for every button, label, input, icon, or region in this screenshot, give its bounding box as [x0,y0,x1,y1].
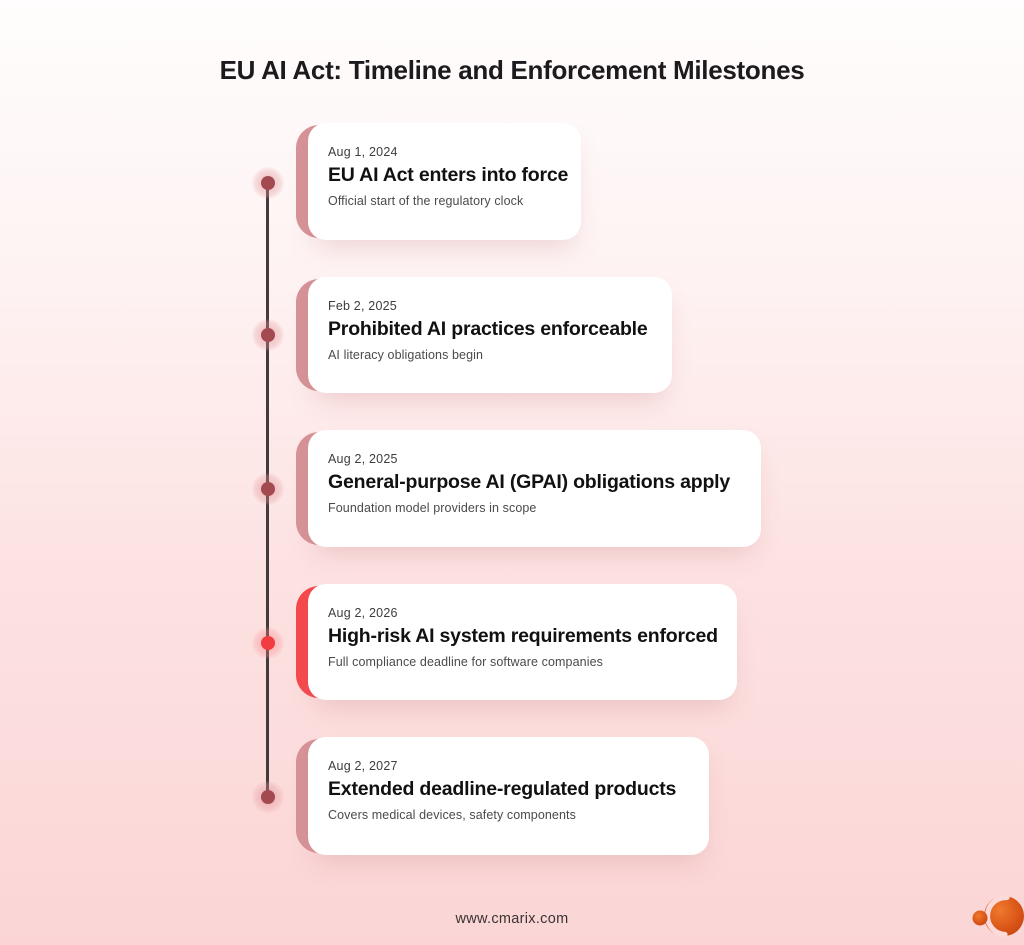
cmarix-logo-icon [971,893,1024,941]
milestone-title: High-risk AI system requirements enforced [328,625,718,647]
milestone-description: Covers medical devices, safety components [328,808,576,822]
milestone-title: Prohibited AI practices enforceable [328,318,648,340]
milestone-card-body [308,123,581,240]
timeline-dot-halo [252,781,284,813]
milestone-card-2024 [296,123,581,240]
footer-website: www.cmarix.com [455,911,569,927]
timeline-dot-halo [252,473,284,505]
milestone-description: Official start of the regulatory clock [328,194,524,208]
milestone-date: Aug 2, 2026 [328,606,398,620]
timeline-dot-highlight [261,636,275,650]
page-title: EU AI Act: Timeline and Enforcement Milestones [219,55,805,85]
milestone-card-body [308,737,709,855]
timeline-dot [261,176,275,190]
milestone-title: EU AI Act enters into force [328,164,569,186]
milestone-description: Foundation model providers in scope [328,501,537,515]
milestone-card-2027 [296,737,709,855]
milestone-title: General-purpose AI (GPAI) obligations apply [328,471,731,493]
milestone-description: AI literacy obligations begin [328,348,484,362]
milestone-card-body [308,584,737,700]
timeline-dot-halo-highlight [252,627,284,659]
timeline-dot-halo [252,319,284,351]
milestone-card-2026-highlight [296,584,737,700]
milestone-date: Aug 1, 2024 [328,145,398,159]
timeline-dot [261,790,275,804]
timeline-dot-halo [252,167,284,199]
milestone-card-body [308,430,761,547]
milestone-card-feb-2025 [296,277,672,393]
timeline-dot [261,482,275,496]
milestone-date: Feb 2, 2025 [328,299,397,313]
timeline-dot [261,328,275,342]
milestone-description: Full compliance deadline for software companies [328,655,603,669]
milestone-card-body [308,277,672,393]
milestone-card-aug-2025 [296,430,761,547]
milestone-title: Extended deadline-regulated products [328,778,677,800]
milestone-date: Aug 2, 2027 [328,759,398,773]
milestone-date: Aug 2, 2025 [328,452,398,466]
